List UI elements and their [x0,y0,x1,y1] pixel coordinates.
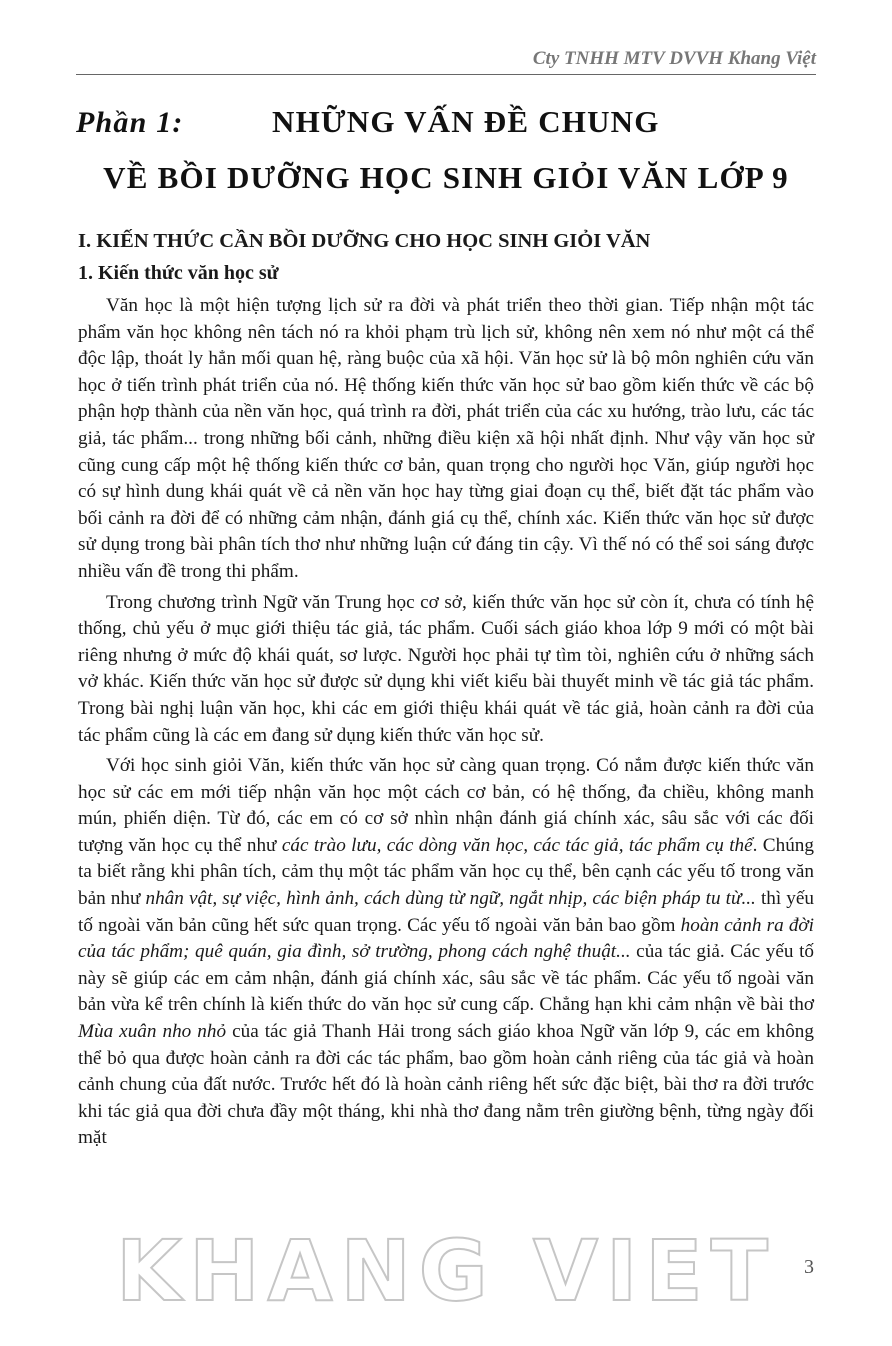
part-title-text-1: NHỮNG VẤN ĐỀ CHUNG [272,104,660,139]
paragraph-3-italic-2: nhân vật, sự việc, hình ảnh, cách dùng từ ngữ, ngắt nhịp, các biện pháp tu từ... [145,888,756,910]
page-number: 3 [804,1256,814,1278]
paragraph-3-text-a: Với học sinh giỏi Văn, kiến thức văn học sử càng quan trọng. Có nắm được kiến thức văn học sử các em mới tiếp nhận văn học một cách cơ bản, có hệ thống, đa chiều, không manh mún, phiến diện. Từ đó, các em có cơ sở nhìn nhận đánh giá chính xác, sâu sắc với các đối tượng văn học cụ thể như [78,755,814,856]
paragraph-3-text-e: của tác giả Thanh Hải trong sách giáo khoa Ngữ văn lớp 9, các em không thể bỏ qua được hoàn cảnh ra đời các tác phẩm, bao gồm hoàn cảnh riêng của tác giả và hoàn cảnh chung của đất nước. Trước hết đó là hoàn cảnh riêng hết sức đặc biệt, bài thơ ra đời trước khi tác giả qua đời chưa đầy một tháng, khi nhà thơ đang nằm trên giường bệnh, từng ngày đối mặt [78,1021,814,1149]
paragraph-3-italic-1: các trào lưu, các dòng văn học, các tác giả, tác phẩm cụ thể [281,834,753,856]
paragraph-2: Trong chương trình Ngữ văn Trung học cơ sở, kiến thức văn học sử còn ít, chưa có tính hệ thống, chủ yếu ở mục giới thiệu tác giả, tác phẩm. Cuối sách giáo khoa lớp 9 mới có một bài riêng nhưng ở mức độ khái quát, sơ lược. Người học phải tự tìm tòi, nghiên cứu ở những sách vở khác. Kiến thức văn học sử được sử dụng khi viết kiểu bài thuyết minh về tác giả tác phẩm. Trong bài nghị luận văn học, khi các em giới thiệu khái quát về tác giả, hoàn cảnh ra đời của tác phẩm cũng là các em đang sử dụng kiến thức văn học sử. [78,591,814,746]
paragraph-3-italic-3: hoàn cảnh ra đời của tác phẩm; quê quán, gia đình, sở trường, phong cách nghệ thuật... [78,914,814,963]
running-header-publisher: Cty TNHH MTV DVVH Khang Việt [532,48,816,69]
paragraph-3 [78,753,814,1152]
part-title-line-2: VỀ BỒI DƯỠNG HỌC SINH GIỎI VĂN LỚP 9 [103,160,789,195]
header-divider [76,74,816,75]
subsection-heading: 1. Kiến thức văn học sử [78,262,279,284]
body-text [78,293,814,1156]
paragraph-3-text-b: . Chúng ta biết rằng khi phân tích, cảm thụ một tác phẩm văn học cụ thể, bên cạnh các yếu tố trong văn bản như [78,834,814,910]
part-title-line-1 [76,104,816,140]
paragraph-3-text-d: của tác giả. Các yếu tố này sẽ giúp các em cảm nhận, đánh giá chính xác, sâu sắc về tác phẩm. Các yếu tố ngoài văn bản vừa kể trên chính là kiến thức do văn học sử cung cấp. Chẳng hạn khi cảm nhận về bài thơ [78,941,815,1016]
paragraph-1: Văn học là một hiện tượng lịch sử ra đời và phát triển theo thời gian. Tiếp nhận một tác phẩm văn học không nên tách nó ra khỏi phạm trù lịch sử, không nên xem nó như một cá thể độc lập, thoát ly hẳn mối quan hệ, ràng buộc của xã hội. Văn học sử là bộ môn nghiên cứu văn học ở tiến trình phát triển của nó. Hệ thống kiến thức văn học sử bao gồm kiến thức về các bộ phận hợp thành của nền văn học, quá trình ra đời, phát triển của các xu hướng, trào lưu, các tác giả, tác phẩm... trong những bối cảnh, những điều kiện xã hội nhất định. Như vậy văn học sử cũng cung cấp một hệ thống kiến thức cơ bản, quan trọng cho người học Văn, giúp người học có sự hình dung khái quát về cả nền văn học hay từng giai đoạn cụ thể, biết đặt tác phẩm vào bối cảnh ra đời để có những cảm nhận, đánh giá cụ thể, chính xác. Kiến thức văn học sử được sử dụng trong bài phân tích thơ như những luận cứ đáng tin cậy. Vì thế nó có thể soi sáng được nhiều vấn đề trong thi phẩm. [78,295,814,582]
paragraph-3-italic-4: Mùa xuân nho nhỏ [78,1021,227,1043]
paragraph-3-text-c: thì yếu tố ngoài văn bản cũng hết sức quan trọng. Các yếu tố ngoài văn bản bao gồm [78,888,815,936]
section-heading: I. KIẾN THỨC CẦN BỒI DƯỠNG CHO HỌC SINH GIỎI VĂN [78,230,651,252]
part-label: Phần 1: [76,106,184,139]
watermark: KHANG VIET [116,1222,776,1320]
